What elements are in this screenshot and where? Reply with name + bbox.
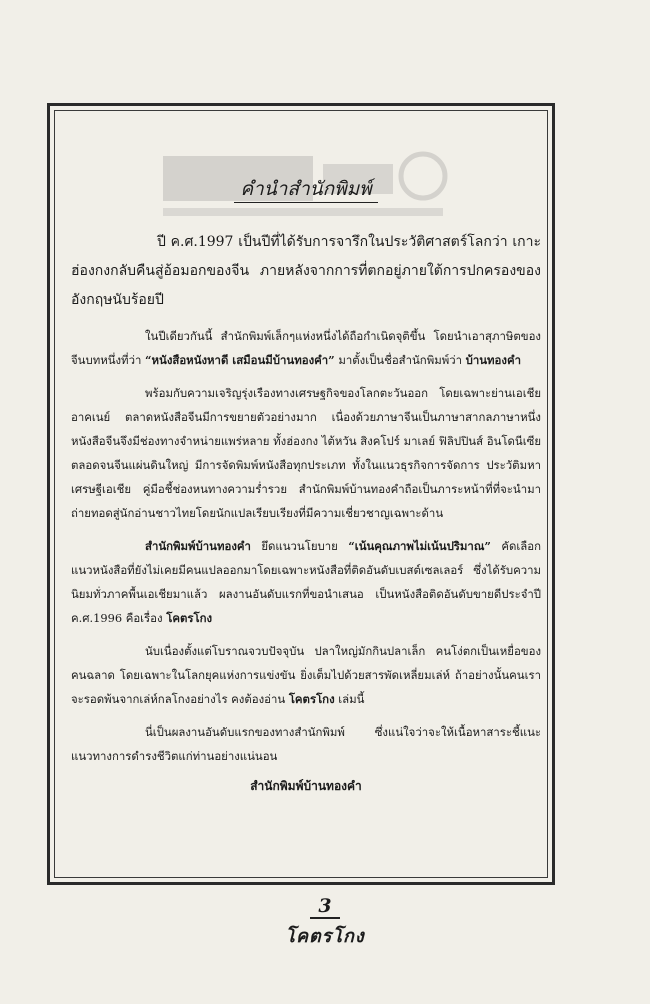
proverb-quote: “หนังสือหนังหาดี เสมือนมีบ้านทองคำ”: [144, 353, 335, 367]
paragraph-5-text-b: เล่มนี้: [334, 692, 365, 706]
page-title: [71, 174, 541, 204]
book-title-mention-2: โคตรโกง: [288, 692, 335, 706]
book-title-mention: โคตรโกง: [166, 611, 213, 625]
paragraph-1: ปี ค.ศ.1997 เป็นปีที่ได้รับการจารึกในประวัติศาสตร์โลกว่า เกาะฮ่องกงกลับคืนสู่อ้อมอกของจีน ภายหลังจากการที่ตกอยู่ภายใต้การปกครองของอังกฤษนับร้อยปี: [71, 234, 541, 308]
signature: สำนักพิมพ์บ้านทองคำ: [250, 779, 362, 793]
paragraph-4-text-b: คัดเลือกแนวหนังสือที่ยังไม่เคยมีคนแปลออกมาโดยเฉพาะหนังสือที่ติดอันดับเบสต์เซลเลอร์ ซึ่งได้รับความนิยมทั่วภาคพื้นเอเชียมาแล้ว ผลงานอันดับแรกที่ขอนำเสนอ เป็นหนังสือติดอันดับขายดีประจำปี ค.ศ.1996 คือเรื่อง: [71, 539, 542, 625]
paragraph-3: พร้อมกับความเจริญรุ่งเรืองทางเศรษฐกิจของโลกตะวันออก โดยเฉพาะย่านเอเชียอาคเนย์ ตลาดหนังสือจีนมีการขยายตัวอย่างมาก เนื่องด้วยภาษาจีนเป็นภาษาสากลภาษาหนึ่ง หนังสือจีนจึงมีช่องทางจำหน่ายแพร่หลาย ทั้งฮ่องกง ไต้หวัน สิงคโปร์ มาเลย์ ฟิลิปปินส์ อินโดนีเซีย ตลอดจนจีนแผ่นดินใหญ่ มีการจัดพิมพ์หนังสือทุกประเภท ทั้งในแนวธุรกิจการจัดการ ประวัติมหาเศรษฐีเอเชีย คู่มือชี้ช่องหนทางความร่ำรวย สำนักพิมพ์บ้านทองคำถือเป็นภาระหน้าที่ที่จะนำมาถ่ายทอดสู่นักอ่านชาวไทยโดยนักแปลเรียบเรียงที่มีความเชี่ยวชาญเฉพาะด้าน: [71, 386, 541, 520]
publisher-name: บ้านทองคำ: [465, 353, 521, 367]
paragraph-2-text-a: ในปีเดียวกันนี้ สำนักพิมพ์เล็กๆแห่งหนึ่งได้ถือกำเนิดจุติขึ้น โดยนำเอาสุภาษิตของจีนบทหนึ่งที่ว่า: [71, 329, 541, 367]
paragraph-2: [71, 324, 541, 372]
paragraph-5: [71, 639, 541, 711]
page-number: 3: [310, 895, 339, 919]
page-footer: [0, 895, 650, 950]
publisher-name-bold: สำนักพิมพ์บ้านทองคำ: [145, 539, 251, 553]
policy-quote: “เน้นคุณภาพไม่เน้นปริมาณ”: [348, 539, 491, 553]
paragraph-4-text-a: ยึดแนวนโยบาย: [250, 539, 349, 553]
page-border-frame: [47, 103, 555, 885]
paragraph-2-text-b: มาตั้งเป็นชื่อสำนักพิมพ์ว่า: [334, 353, 466, 367]
running-book-title: โคตรโกง: [285, 926, 365, 947]
paragraph-4: [71, 534, 541, 630]
preface-content: [71, 174, 541, 796]
paragraph-6: นี่เป็นผลงานอันดับแรกของทางสำนักพิมพ์ ซึ่งแน่ใจว่าจะให้เนื้อหาสาระชี้แนะแนวทางการดำรงชีวิตแก่ท่านอย่างแน่นอน: [71, 725, 541, 763]
preface-heading: คำนำสำนักพิมพ์: [234, 178, 377, 203]
paragraph-5-text-a: นับเนื่องตั้งแต่โบราณจวบปัจจุบัน ปลาใหญ่มักกินปลาเล็ก คนโง่ตกเป็นเหยื่อของคนฉลาด โดยเฉพาะในโลกยุคแห่งการแข่งขัน ยิ่งเต็มไปด้วยสารพัดเหลี่ยมเล่ห์ ถ้าอย่างนั้นคนเราจะรอดพ้นจากเล่ห์กลโกงอย่างไร คงต้องอ่าน: [71, 644, 541, 706]
